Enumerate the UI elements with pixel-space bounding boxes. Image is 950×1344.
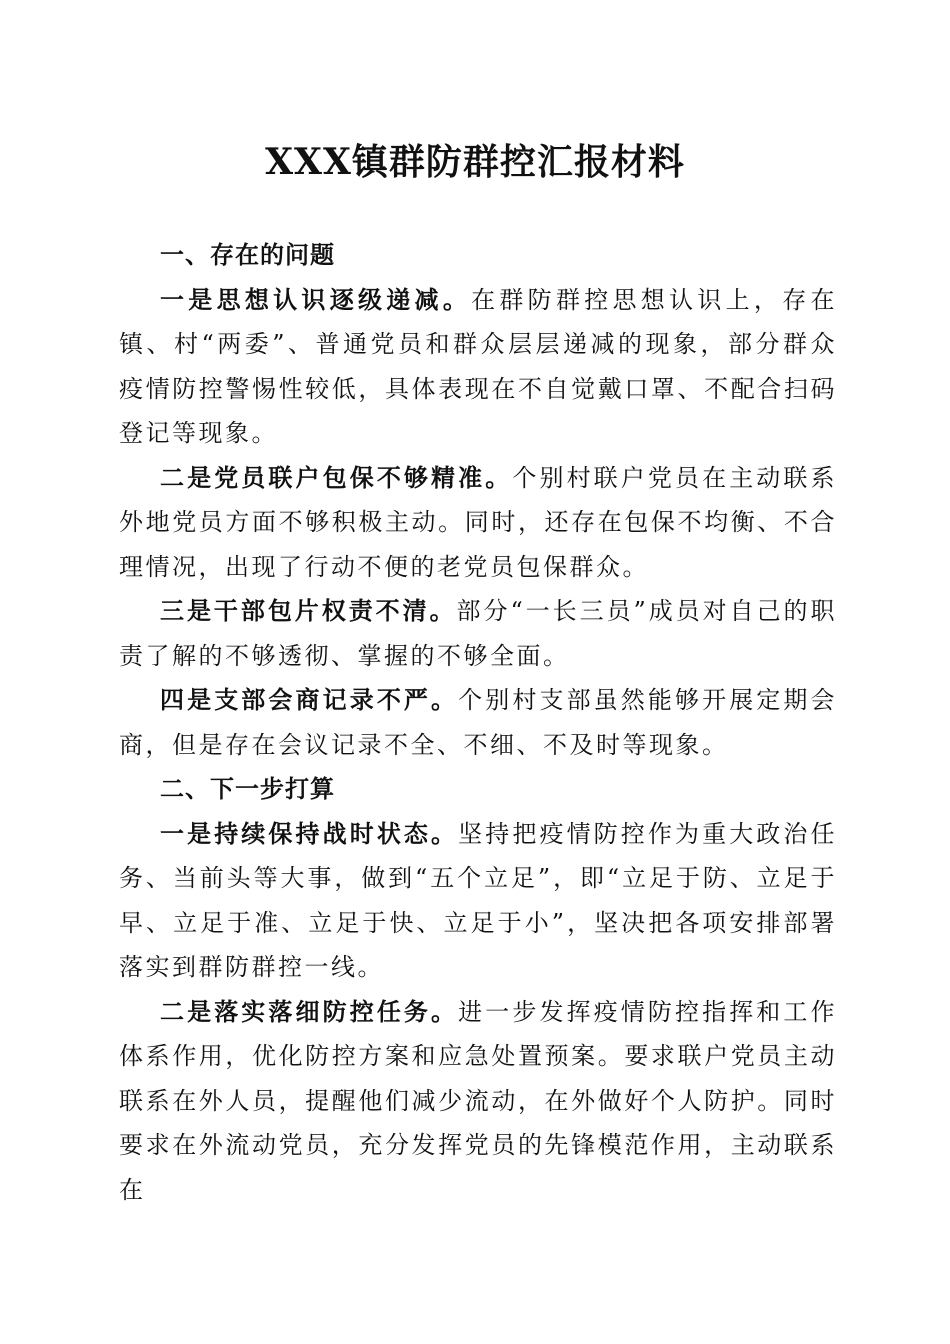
document-body bbox=[119, 233, 837, 1212]
document-title: XXX镇群防群控汇报材料 bbox=[265, 141, 685, 183]
paragraph-lead: 四是支部会商记录不严。 bbox=[160, 685, 459, 714]
paragraph bbox=[119, 589, 837, 678]
paragraph bbox=[119, 278, 837, 456]
paragraph bbox=[119, 456, 837, 590]
paragraph bbox=[119, 812, 837, 990]
paragraph bbox=[119, 990, 837, 1213]
paragraph-text: 个别村支部虽然能够开展定期会商，但是存在会议记录不全、不细、不及时等现象。 bbox=[119, 686, 838, 759]
section-heading: 一、存在的问题 bbox=[160, 241, 335, 269]
paragraph bbox=[119, 678, 837, 767]
paragraph-lead: 二是落实落细防控任务。 bbox=[160, 996, 459, 1026]
section-heading: 二、下一步打算 bbox=[160, 775, 335, 803]
paragraph-lead: 三是干部包片权责不清。 bbox=[160, 596, 457, 625]
paragraph-text: 坚持把疫情防控作为重大政治任务、当前头等大事，做到“五个立足”，即“立足于防、立足于早、立足于准、立足于快、立足于小”，坚决把各项安排部署落实到群防群控一线。 bbox=[119, 819, 838, 981]
paragraph-text: 个别村联户党员在主动联系外地党员方面不够积极主动。同时，还存在包保不均衡、不合理情况，出现了行动不便的老党员包保群众。 bbox=[119, 463, 838, 581]
paragraph-lead: 一是思想认识逐级递减。 bbox=[160, 284, 472, 314]
paragraph-text: 在群防群控思想认识上，存在镇、村“两委”、普通党员和群众层层递减的现象，部分群众疫情防控警惕性较低，具体表现在不自觉戴口罩、不配合扫码登记等现象。 bbox=[119, 285, 837, 447]
paragraph-lead: 二是党员联户包保不够精准。 bbox=[160, 462, 513, 492]
paragraph-text: 进一步发挥疫情防控指挥和工作体系作用，优化防控方案和应急处置预案。要求联户党员主动联系在外人员，提醒他们减少流动，在外做好个人防护。同时要求在外流动党员，充分发挥党员的先锋模范作用，主动联系在 bbox=[119, 997, 838, 1204]
paragraph-text: 部分“一长三员”成员对自己的职责了解的不够透彻、掌握的不够全面。 bbox=[119, 597, 837, 670]
paragraph-lead: 一是持续保持战时状态。 bbox=[160, 818, 459, 848]
